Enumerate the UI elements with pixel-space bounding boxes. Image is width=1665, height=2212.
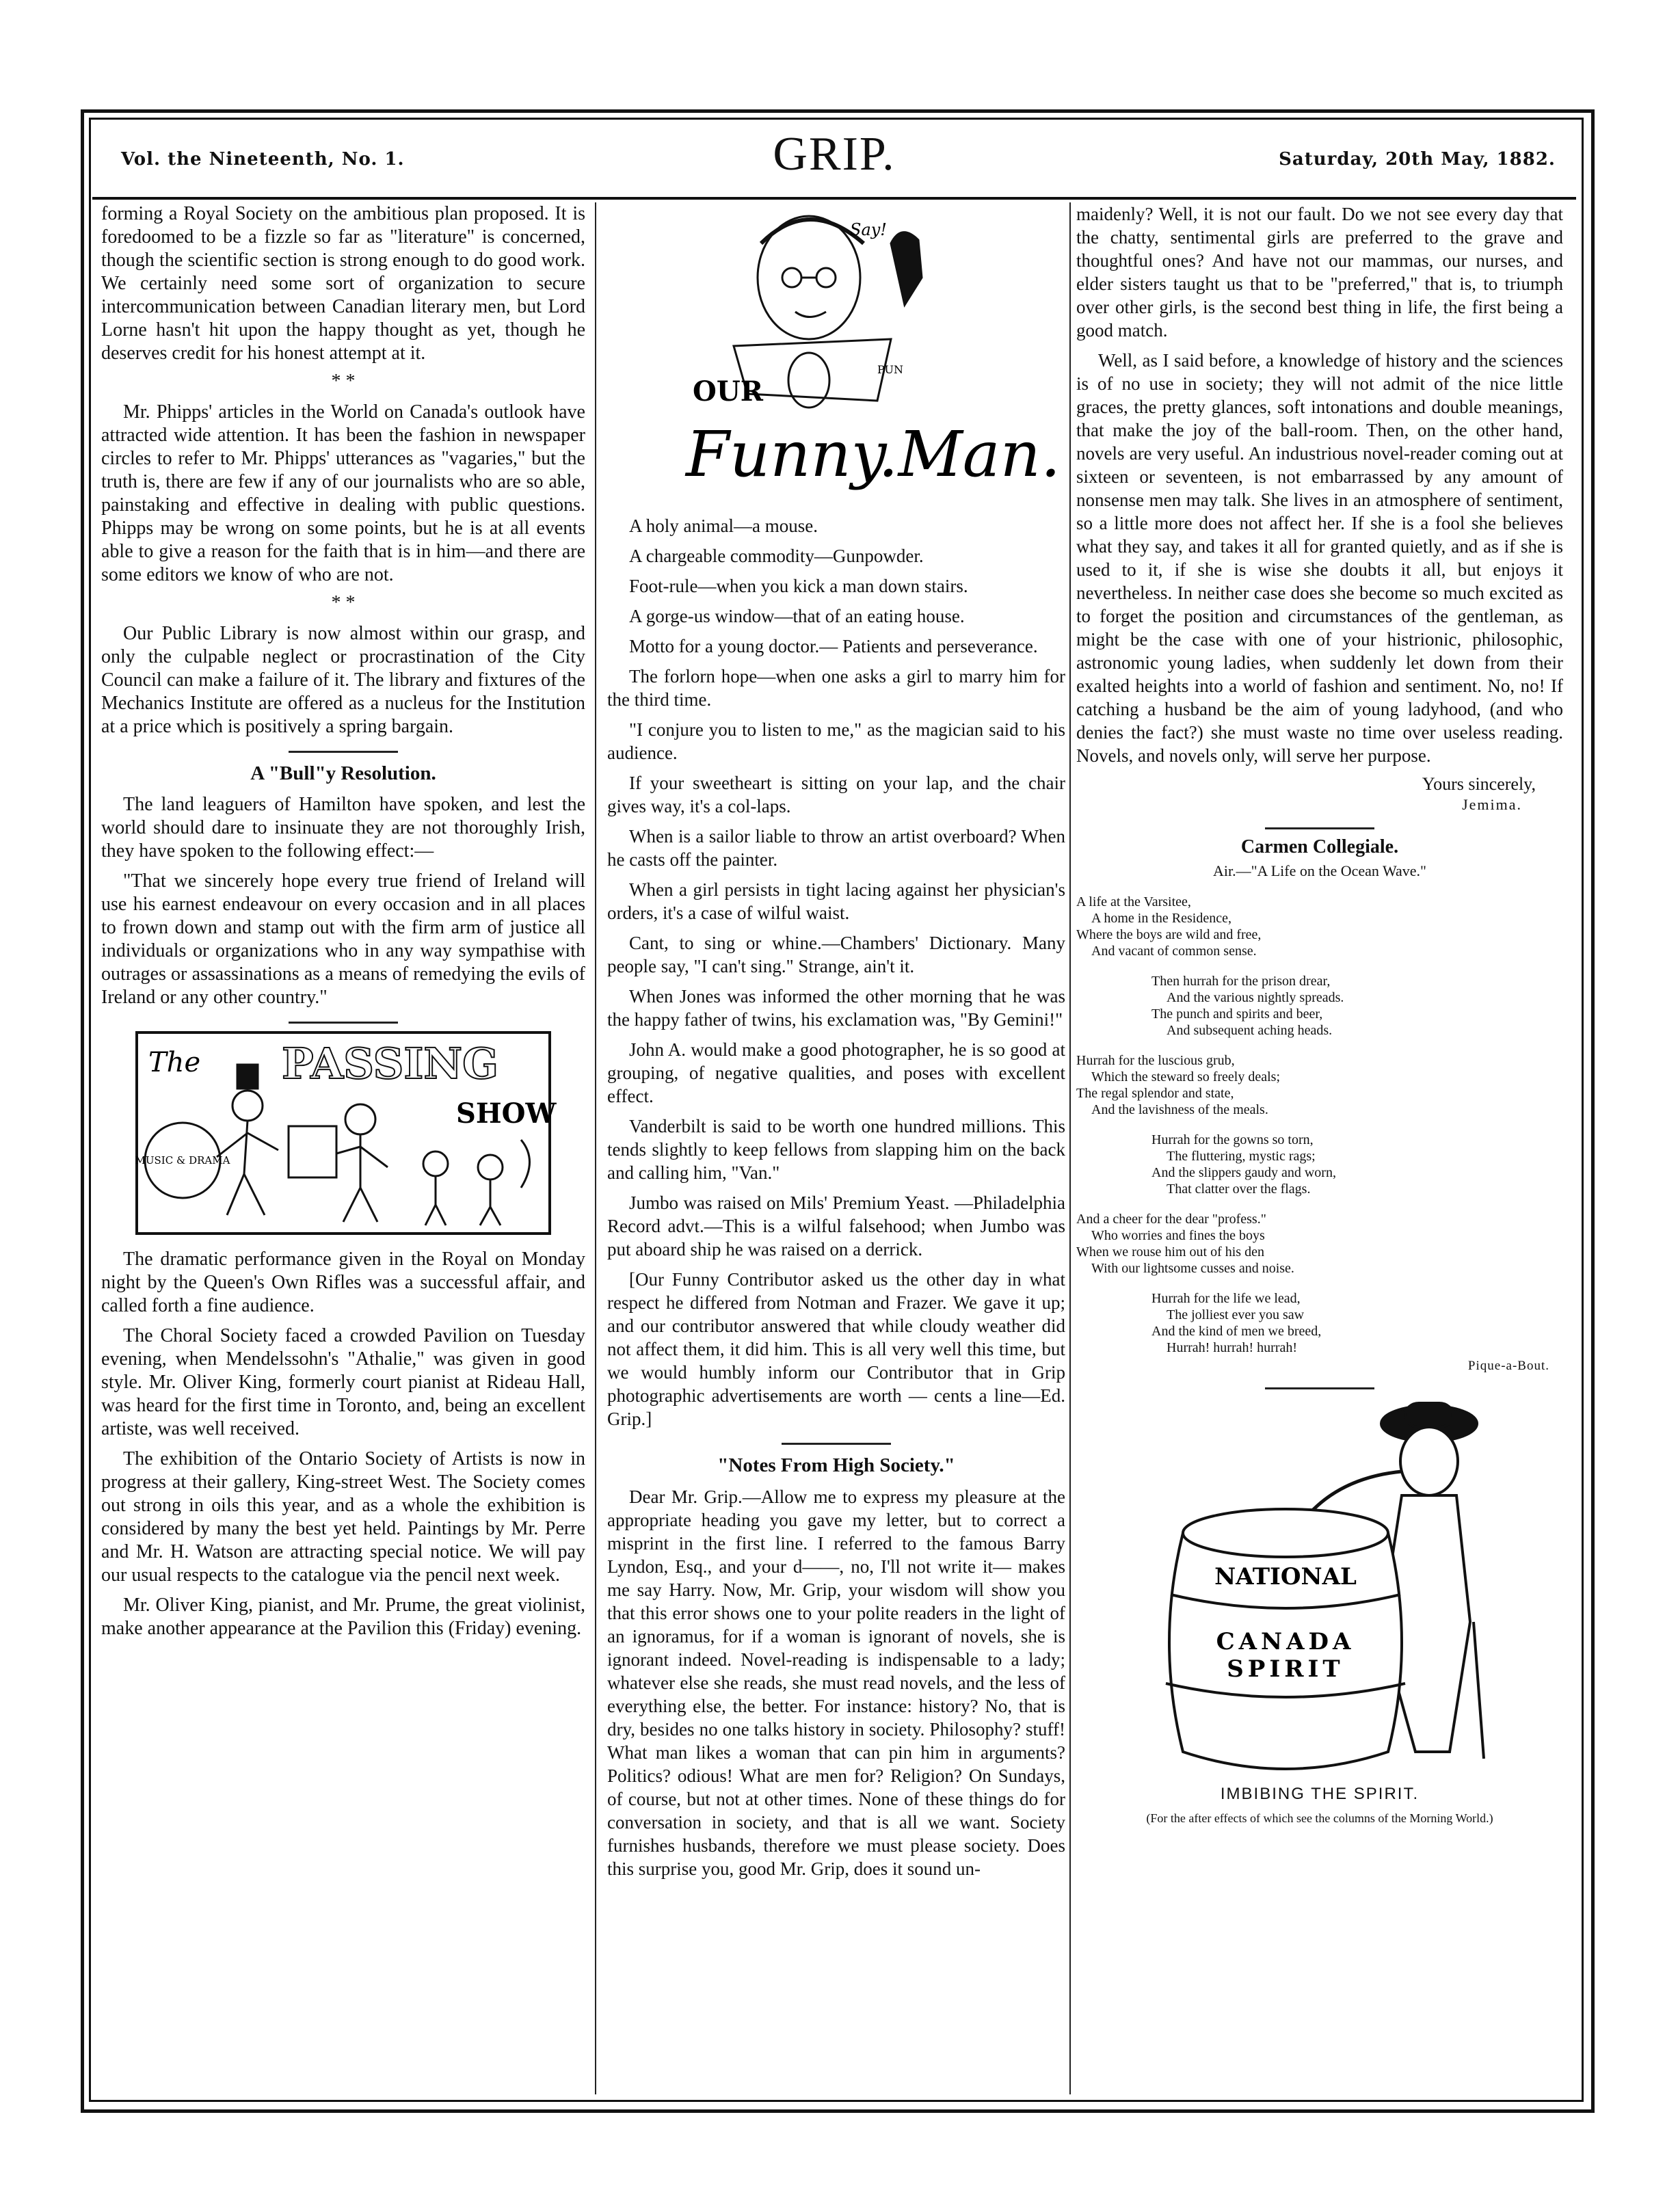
heading-bully-resolution: A "Bull"y Resolution.	[250, 762, 436, 784]
poem-stanza	[1076, 973, 1563, 1039]
paragraph-choral-society: The Choral Society faced a crowded Pavilion on Tuesday evening, when Mendelssohn's "Athalie," was given in good style. Mr. Oliver King, formerly court pianist at Rideau Hall, was heard for the first time in Toronto, and, being an excellent artiste, was well received.	[101, 1325, 585, 1439]
poem-line: Where the boys are wild and free,	[1076, 927, 1262, 942]
poem-stanza	[1076, 1052, 1563, 1118]
short-rule	[289, 751, 398, 753]
poem-line: The punch and spirits and beer,	[1151, 1007, 1323, 1022]
poem-line: Then hurrah for the prison drear,	[1151, 974, 1331, 989]
barrel-top-text: NATIONAL	[1214, 1563, 1357, 1590]
joke-item: John A. would make a good photographer, he is so good at grouping, of negative qualities, and poses with excellent effect.	[607, 1039, 1065, 1106]
poem-stanza	[1076, 1211, 1563, 1277]
joke-item: Foot-rule—when you kick a man down stairs.	[629, 576, 968, 596]
joke-item: "I conjure you to listen to me," as the magician said to his audience.	[607, 719, 1065, 763]
column-3	[1076, 202, 1563, 2092]
poem-line: Who worries and fines the boys	[1091, 1228, 1265, 1243]
say-bubble-text: Say!	[850, 220, 887, 239]
column-1	[101, 202, 585, 2092]
imbibing-spirit-cartoon	[1128, 1396, 1511, 1779]
paragraph-art-exhibition: The exhibition of the Ontario Society of Artists is now in progress at their gallery, King-street West. The Society comes out strong in oils this year, and as a whole the exhibition is considered by many the best yet held. Paintings by Mr. Perre and Mr. H. Watson are attracting special notice. We will pay our usual respects to the catalogue via the pencil next week.	[101, 1448, 585, 1586]
poem-line: And subsequent aching heads.	[1167, 1023, 1333, 1038]
passing-show-banner	[135, 1030, 557, 1236]
poem-line: And the various nightly spreads.	[1167, 990, 1344, 1005]
barrel-bottom-text: SPIRIT	[1227, 1655, 1344, 1683]
funny-man-cartoon	[665, 202, 1061, 503]
issue-date: Saturday, 20th May, 1882.	[1279, 149, 1556, 170]
poem-line: A life at the Varsitee,	[1076, 894, 1191, 909]
poem-line: That clatter over the flags.	[1167, 1182, 1311, 1197]
banner-the-text: The	[148, 1047, 201, 1078]
poem-line: The fluttering, mystic rags;	[1167, 1149, 1316, 1164]
paragraph-novels: Well, as I said before, a knowledge of history and the sciences is of no use in society; they will not admit of the nice little graces, the pretty glances, soft intonations and double meanings, that make the joy of the ball-room. Then, on the other hand, novels are very useful. An industrious novel-reader coming out at sixteen or seventeen, is not embarrassed by any amount of nonsense men may talk. She lives in an atmosphere of sentiment, so a little more does not affect her. If she is a fool she believes what they say, and takes it all for granted quietly, and as if she is used to it, if she is wise she doubts it all, but enjoys it nevertheless. In neither case does she become so much excited as to forget the position and circumstances of the gentleman, as might be the case with one of your histrionic, philosophic, astronomic young ladies, when suddenly let down from their exalted heights into a world of fashion and sentiment. No, no! If catching a husband be the aim of young ladyhood, (and who denies the fact?) she must waste no time over useless reading. Novels, and novels only, will serve her purpose.	[1076, 350, 1563, 766]
poem-stanza	[1076, 1132, 1563, 1197]
joke-item: If your sweetheart is sitting on your lap, and the chair gives way, it's a col-laps.	[607, 773, 1065, 816]
joke-item: A chargeable commodity—Gunpowder.	[629, 546, 924, 566]
poem-line: Which the steward so freely deals;	[1091, 1069, 1281, 1084]
banner-passing-text: PASSING	[282, 1039, 499, 1089]
poem-signature: Pique-a-Bout.	[1467, 1359, 1549, 1373]
poem-line: Hurrah for the gowns so torn,	[1151, 1132, 1314, 1147]
joke-item: When is a sailor liable to throw an artist overboard? When he casts off the painter.	[607, 826, 1065, 870]
poem-line: The regal splendor and state,	[1076, 1086, 1234, 1101]
column-2	[607, 202, 1065, 2092]
poem-stanza	[1076, 894, 1563, 959]
poem-line: And the slippers gaudy and worn,	[1151, 1165, 1336, 1180]
poem-line: Hurrah! hurrah! hurrah!	[1167, 1340, 1298, 1355]
joke-item: Jumbo was raised on Mils' Premium Yeast. —Philadelphia Record advt.—This is a wilful falsehood; when Jumbo was put aboard ship he was raised on a derrick.	[607, 1192, 1065, 1260]
joke-item: Cant, to sing or whine.—Chambers' Dictionary. Many people say, "I can't sing." Strange, ain't it.	[607, 933, 1065, 976]
letter-signoff: Yours sincerely,	[1422, 774, 1536, 794]
poem-line: A home in the Residence,	[1091, 911, 1231, 926]
poem-line: When we rouse him out of his den	[1076, 1244, 1264, 1260]
masthead	[92, 122, 1576, 200]
poem-line: And vacant of common sense.	[1091, 944, 1257, 959]
cartoon-caption: IMBIBING THE SPIRIT.	[1220, 1785, 1420, 1803]
newspaper-title: GRIP.	[773, 128, 896, 181]
poem-stanza	[1076, 1290, 1563, 1356]
joke-item: When a girl persists in tight lacing against her physician's orders, it's a case of wilful waist.	[607, 879, 1065, 923]
paragraph-phipps: Mr. Phipps' articles in the World on Canada's outlook have attracted wide attention. It has been the fashion in newspaper circles to refer to Mr. Phipps' utterances as "vagaries," but the truth is, there are few if any of our journalists who are so able, painstaking and effective in dealing with public questions. Phipps may be wrong on some points, but he is at all events able to give a reason for the faith that is in him—and there are some editors we know of who are not.	[101, 401, 585, 585]
short-rule	[289, 1022, 398, 1024]
column-divider-1	[595, 202, 596, 2094]
paragraph-royal-society: forming a Royal Society on the ambitious plan proposed. It is foredoomed to be a fizzle so far as "literature" is concerned, though the scientific section is strong enough to do good work. We certainly need some sort of organization to secure intercommunication between Canadian literary men, but Lord Lorne hasn't hit upon the happy thought as yet, though he deserves credit for his honest attempt at it.	[101, 203, 585, 364]
joke-item: A holy animal—a mouse.	[629, 516, 818, 536]
section-separator: * *	[331, 592, 356, 613]
poem-line: And the kind of men we breed,	[1151, 1324, 1322, 1339]
short-rule	[1265, 1387, 1374, 1389]
joke-item: Motto for a young doctor.— Patients and perseverance.	[629, 636, 1038, 656]
paragraph-land-leaguers: The land leaguers of Hamilton have spoken, and lest the world should dare to insinuate they are not thoroughly Irish, they have spoken to the following effect:—	[101, 794, 585, 862]
editor-note: [Our Funny Contributor asked us the other day in what respect he differed from Notman and Frazer. We gave it up; and our contributor answered that while cloudy weather did not affect them, it did him. This is all very well this time, but we would humbly inform our Contributor that in Grip photographic advertisements are worth — cents a line—Ed. Grip.]	[607, 1269, 1065, 1429]
column-divider-2	[1069, 202, 1071, 2094]
poem-air: Air.—"A Life on the Ocean Wave."	[1212, 862, 1427, 879]
cartoon-funny-man-text: Funny.Man.	[686, 418, 1061, 491]
cartoon-subcaption: (For the after effects of which see the columns of the Morning World.)	[1146, 1811, 1493, 1825]
poem-line: With our lightsome cusses and noise.	[1091, 1261, 1294, 1276]
joke-item: When Jones was informed the other morning that he was the happy father of twins, his exclamation was, "By Gemini!"	[607, 986, 1065, 1030]
letter-signature: Jemima.	[1462, 796, 1522, 813]
drum-label: MUSIC & DRAMA	[135, 1154, 230, 1167]
poem-line: And the lavishness of the meals.	[1091, 1102, 1268, 1117]
short-rule	[1265, 827, 1374, 829]
joke-item: The forlorn hope—when one asks a girl to marry him for the third time.	[607, 666, 1065, 710]
short-rule	[782, 1443, 891, 1445]
poem-line: The jolliest ever you saw	[1167, 1307, 1305, 1322]
man-head-icon	[1400, 1427, 1458, 1495]
paragraph-dramatic-performance: The dramatic performance given in the Royal on Monday night by the Queen's Own Rifles was a successful affair, and called forth a fine audience.	[101, 1249, 585, 1316]
barrel-mid-text: CANADA	[1216, 1628, 1355, 1655]
poem-line: And a cheer for the dear "profess."	[1076, 1212, 1266, 1227]
paragraph-oliver-king: Mr. Oliver King, pianist, and Mr. Prume, the great violinist, make another appearance at the Pavilion this (Friday) evening.	[101, 1595, 585, 1639]
paragraph-letter: Dear Mr. Grip.—Allow me to express my pleasure at the appropriate heading you gave my letter, but to correct a misprint in the first line. I referred to the famous Barry Lyndon, Esq., and your d——, no, I'll not write it— makes me say Harry. Now, Mr. Grip, your wisdom will show you that this error shows one to your polite readers in the light of an ignoramus, for if a woman is ignorant of novels, she is ignorant indeed. Novel-reading is indispensable to a lady; whatever else she reads, she must read novels, and the less of everything else, the better. For instance: history? No, that is dry, besides no one talks history in society. Philosophy? stuff! What man likes a woman that can pin him in arguments? Politics? odious! What are men for? Religion? On Sundays, of course, but not at other times. None of these things do for conversation in society, and that is all we want. Society furnishes husbands, therefore we must please society. Does this surprise you, good Mr. Grip, does it sound un-	[607, 1487, 1065, 1879]
paragraph-public-library: Our Public Library is now almost within our grasp, and only the culpable neglect or procrastination of the City Council can make a failure of it. The library and fixtures of the Mechanics Institute are offered as a nucleus for the Institution at a price which is positively a spring bargain.	[101, 623, 585, 737]
heading-notes-high-society: "Notes From High Society."	[717, 1454, 955, 1476]
banner-show-text: SHOW	[456, 1097, 557, 1130]
pun-label: PUN	[877, 363, 903, 376]
section-separator: * *	[331, 371, 356, 392]
paragraph-resolution-quote: "That we sincerely hope every true friend of Ireland will use his earnest endeavour on every occasion and in all places to frown down and stamp out with the firm arm of justice all individuals or organizations who in any way sympathise with outrages or assassinations as a means of remedying the evils of Ireland or any other country."	[101, 870, 585, 1008]
paragraph-letter-continued: maidenly? Well, it is not our fault. Do we not see every day that the chatty, sentimental girls are preferred to the grave and thoughtful ones? And have not our mammas, our nurses, and elder sisters taught us that to be "preferred," that is, to triumph over other girls, is the second best thing in life, the first being a good match.	[1076, 204, 1563, 341]
joke-item: Vanderbilt is said to be worth one hundred millions. This tends slightly to keep fellows from slapping him on the back and calling him, "Van."	[607, 1116, 1065, 1183]
imp-icon	[891, 232, 922, 305]
volume-number: Vol. the Nineteenth, No. 1.	[121, 149, 405, 170]
figures-illustration	[217, 1065, 530, 1225]
joke-item: A gorge-us window—that of an eating house.	[629, 606, 965, 626]
poem-title: Carmen Collegiale.	[1240, 836, 1399, 857]
cartoon-our-text: OUR	[693, 375, 763, 408]
poem-line: Hurrah for the luscious grub,	[1076, 1053, 1235, 1068]
poem-line: Hurrah for the life we lead,	[1151, 1291, 1301, 1306]
